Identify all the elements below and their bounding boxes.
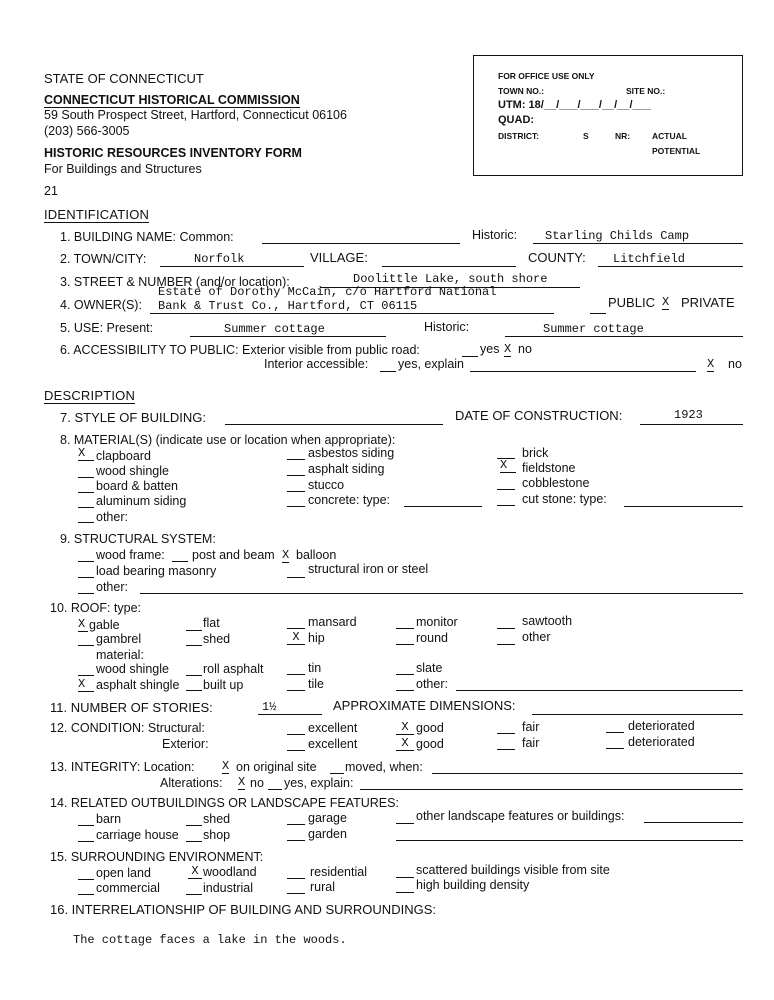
blank-built-up (186, 690, 202, 691)
q6-explain-line (470, 371, 696, 372)
cond-struct-good: good (416, 721, 444, 735)
blank-high-density (396, 892, 414, 893)
cond-ext-fair: fair (522, 736, 540, 750)
commission-name: CONNECTICUT HISTORICAL COMMISSION (44, 93, 300, 107)
mark-struct-good: X (396, 720, 414, 735)
q4-label: 4. OWNER(S): (60, 298, 142, 312)
q13-moved-line (432, 773, 743, 774)
q1-historic-line (533, 243, 743, 244)
struct-balloon: balloon (296, 548, 337, 562)
q7-label: 7. STYLE OF BUILDING: (60, 410, 206, 425)
out-shop: shop (203, 828, 231, 842)
blank-tile (287, 690, 305, 691)
mat-board-batten: board & batten (96, 479, 179, 493)
form-number: 21 (44, 184, 58, 198)
cond-struct-deteriorated: deteriorated (628, 719, 695, 733)
blank-flat (186, 630, 202, 631)
q4-public-blank (590, 313, 606, 314)
q2-town-line (160, 266, 304, 267)
q11-line (258, 714, 322, 715)
blank-tin (287, 674, 305, 675)
q7-date: 1923 (674, 408, 703, 422)
roof-gambrel: gambrel (96, 632, 142, 646)
office-utm: UTM: 18/__/___/___/__/__/___ (498, 99, 651, 111)
mat-stucco: stucco (308, 478, 345, 492)
office-nr: NR: (615, 131, 631, 141)
q13-moved: moved, when: (345, 760, 423, 774)
blank-garage (287, 824, 305, 825)
blank-stucco (287, 491, 305, 492)
out-garden: garden (308, 827, 347, 841)
identification-heading: IDENTIFICATION (44, 207, 150, 222)
blank-asphalt-siding (287, 475, 305, 476)
blank-sawtooth (497, 628, 515, 629)
description-heading: DESCRIPTION (44, 388, 136, 403)
blank-round (396, 644, 414, 645)
q6-interior-mark: X (707, 357, 715, 371)
blank-wood-frame (78, 561, 94, 562)
mark-ext-good: X (396, 736, 414, 751)
office-title: FOR OFFICE USE ONLY (498, 71, 595, 81)
out-other: other landscape features or buildings: (416, 809, 625, 823)
q13-alt-mark: X (238, 775, 246, 789)
blank-struct-excellent (287, 734, 305, 735)
form-title: HISTORIC RESOURCES INVENTORY FORM (44, 146, 302, 160)
out-shed: shed (203, 812, 231, 826)
office-town-no: TOWN NO.: (498, 86, 545, 96)
office-use-box (473, 55, 743, 176)
q6-yes-blank (462, 356, 478, 357)
mat-concrete: concrete: type: (308, 493, 390, 507)
mark-woodland: X (188, 864, 202, 879)
out-carriage: carriage house (96, 828, 179, 842)
blank-residential (287, 878, 305, 879)
mark-asphalt-shingle: X (78, 677, 94, 692)
q5-present: Summer cottage (224, 322, 325, 336)
office-s: S (583, 131, 589, 141)
roof-built-up: built up (203, 678, 244, 692)
blank-carriage (78, 841, 94, 842)
roof-other2: other: (416, 677, 448, 691)
roof-other-line (456, 690, 743, 691)
blank-cut-stone (497, 505, 515, 506)
q6-yes: yes (480, 342, 500, 356)
q5-label: 5. USE: Present: (60, 321, 154, 335)
roof-roll-asphalt: roll asphalt (203, 662, 264, 676)
q6-no: no (518, 342, 532, 356)
cut-stone-type-line (624, 506, 743, 507)
q13-no: no (250, 776, 264, 790)
cond-ext-deteriorated: deteriorated (628, 735, 695, 749)
q11-dim: APPROXIMATE DIMENSIONS: (333, 698, 516, 713)
q13-mark: X (222, 759, 230, 773)
blank-roof-other2 (396, 690, 414, 691)
q8-label: 8. MATERIAL(S) (indicate use or location when appropriate): (60, 433, 396, 447)
env-open-land: open land (96, 866, 151, 880)
env-woodland: woodland (203, 865, 257, 879)
roof-round: round (416, 631, 448, 645)
q3-label: 3. STREET & NUMBER (and/or location): (60, 275, 290, 289)
blank-shop (186, 841, 202, 842)
struct-wood-frame: wood frame: (96, 548, 165, 562)
q7-style-line (225, 424, 443, 425)
office-potential: POTENTIAL (652, 146, 701, 156)
env-rural: rural (310, 880, 336, 894)
blank-slate (396, 674, 414, 675)
q6-mark: X (504, 342, 512, 356)
blank-monitor (396, 628, 414, 629)
q13-yes: yes, explain: (284, 776, 354, 790)
mat-fieldstone: fieldstone (522, 461, 576, 475)
blank-shed (186, 645, 202, 646)
roof-wood-shingle: wood shingle (96, 662, 169, 676)
q2-county: COUNTY: (528, 250, 586, 265)
blank-landscape-other (396, 823, 414, 824)
q5-present-line (190, 336, 386, 337)
blank-ext-deteriorated (606, 748, 624, 749)
mark-hip: X (287, 630, 305, 645)
out-other-line1 (644, 822, 743, 823)
blank-open-land (78, 879, 94, 880)
q2-county-line (598, 266, 743, 267)
env-commercial: commercial (96, 881, 160, 895)
q6-interior-blank (380, 371, 396, 372)
form-subtitle: For Buildings and Structures (44, 162, 202, 176)
blank-roll-asphalt (186, 675, 202, 676)
q2-county-value: Litchfield (613, 252, 686, 266)
q4-value-line1: Estate of Dorothy McCain, c/o Hartford National (158, 285, 497, 299)
q1-common-line (262, 243, 460, 244)
concrete-type-line (404, 506, 482, 507)
q3-value: Doolittle Lake, south shore (353, 272, 548, 286)
q16-value: The cottage faces a lake in the woods. (73, 933, 347, 947)
mat-brick: brick (522, 446, 549, 460)
q4-value-line2: Bank & Trust Co., Hartford, CT 06115 (158, 299, 418, 313)
cond-ext-excellent: excellent (308, 737, 358, 751)
blank-barn (78, 825, 94, 826)
blank-post-beam (172, 561, 188, 562)
q4-line (150, 313, 554, 314)
mark-gable: X (78, 617, 88, 632)
blank-industrial (186, 894, 202, 895)
struct-iron-steel: structural iron or steel (308, 562, 429, 576)
roof-tin: tin (308, 661, 322, 675)
office-actual: ACTUAL (652, 131, 687, 141)
q6-interior: Interior accessible: (264, 357, 369, 371)
q11-value: 1½ (262, 700, 277, 714)
q13-alt: Alterations: (160, 776, 223, 790)
cond-struct-excellent: excellent (308, 721, 358, 735)
mat-cobblestone: cobblestone (522, 476, 590, 490)
q7-date-line (640, 424, 743, 425)
roof-other: other (522, 630, 551, 644)
struct-other: other: (96, 580, 128, 594)
env-industrial: industrial (203, 881, 254, 895)
out-garage: garage (308, 811, 347, 825)
blank-roof-other (497, 644, 515, 645)
blank-iron-steel (287, 577, 305, 578)
blank-commercial (78, 894, 94, 895)
env-residential: residential (310, 865, 367, 879)
q1-historic-value: Starling Childs Camp (545, 229, 690, 243)
mat-clapboard: clapboard (96, 449, 151, 463)
q5-historic: Summer cottage (543, 322, 644, 336)
blank-scattered (396, 877, 414, 878)
roof-shed: shed (203, 632, 231, 646)
q4-mark: X (662, 295, 670, 309)
q1-historic-label: Historic: (472, 228, 518, 242)
roof-hip: hip (308, 631, 325, 645)
out-other-line2 (396, 840, 743, 841)
blank-aluminum (78, 507, 94, 508)
blank-mansard (287, 628, 305, 629)
blank-other (78, 522, 94, 523)
blank-load-bearing (78, 577, 94, 578)
q5-historic-label: Historic: (424, 320, 470, 334)
q9-label: 9. STRUCTURAL SYSTEM: (60, 532, 216, 546)
blank-shed-out (186, 825, 202, 826)
q7-date-label: DATE OF CONSTRUCTION: (455, 408, 623, 423)
blank-ext-excellent (287, 750, 305, 751)
blank-asbestos (287, 459, 305, 460)
blank-struct-deteriorated (606, 732, 624, 733)
q2-value: Norfolk (194, 252, 245, 266)
blank-board-batten (78, 492, 94, 493)
q10-label: 10. ROOF: type: (50, 601, 142, 615)
mat-aluminum: aluminum siding (96, 494, 187, 508)
roof-tile: tile (308, 677, 324, 691)
commission-address: 59 South Prospect Street, Hartford, Connecticut 06106 (44, 108, 347, 122)
mat-wood-shingle: wood shingle (96, 464, 169, 478)
roof-material: material: (96, 648, 144, 662)
env-scattered: scattered buildings visible from site (416, 863, 610, 877)
blank-ext-fair (497, 749, 515, 750)
q6-interior-yes: yes, explain (398, 357, 465, 371)
struct-other-line (140, 593, 743, 594)
cond-struct-fair: fair (522, 720, 540, 734)
roof-sawtooth: sawtooth (522, 614, 573, 628)
cond-ext-good: good (416, 737, 444, 751)
q6-interior-no: no (728, 357, 742, 371)
blank-cobblestone (497, 489, 515, 490)
q13-orig: on original site (236, 760, 317, 774)
roof-flat: flat (203, 616, 220, 630)
q4-public: PUBLIC (608, 295, 655, 310)
q11-dim-line (532, 714, 743, 715)
q14-label: 14. RELATED OUTBUILDINGS OR LANDSCAPE FEATURES: (50, 796, 399, 810)
blank-rural (287, 893, 305, 894)
q13-explain-line (360, 789, 743, 790)
roof-gable: gable (89, 618, 120, 632)
blank-wood-shingle (78, 477, 94, 478)
out-barn: barn (96, 812, 122, 826)
q13-label: 13. INTEGRITY: Location: (50, 760, 195, 774)
blank-struct-fair (497, 733, 515, 734)
mark-balloon: X (282, 548, 290, 562)
office-district: DISTRICT: (498, 131, 540, 141)
roof-slate: slate (416, 661, 443, 675)
mark-clapboard: X (78, 446, 94, 461)
blank-garden (287, 840, 305, 841)
struct-load-bearing: load bearing masonry (96, 564, 217, 578)
q12-exterior: Exterior: (162, 737, 209, 751)
q13-moved-blank (330, 773, 344, 774)
roof-asphalt-shingle: asphalt shingle (96, 678, 180, 692)
blank-gambrel (78, 645, 94, 646)
q1-label: 1. BUILDING NAME: Common: (60, 230, 234, 244)
office-quad: QUAD: (498, 114, 535, 126)
q4-private: PRIVATE (681, 295, 735, 310)
mat-cut-stone: cut stone: type: (522, 492, 607, 506)
mat-asbestos: asbestos siding (308, 446, 395, 460)
struct-post-beam: post and beam (192, 548, 275, 562)
q13-yes-blank (268, 789, 282, 790)
blank-concrete (287, 506, 305, 507)
mark-fieldstone: X (500, 458, 516, 473)
office-site-no: SITE NO.: (626, 86, 666, 96)
mat-asphalt-siding: asphalt siding (308, 462, 385, 476)
q12-label: 12. CONDITION: Structural: (50, 721, 205, 735)
blank-struct-other (78, 593, 94, 594)
commission-phone: (203) 566-3005 (44, 124, 130, 138)
q2-village-line (382, 266, 516, 267)
q2-label: 2. TOWN/CITY: (60, 252, 147, 266)
roof-monitor: monitor (416, 615, 458, 629)
mat-other: other: (96, 510, 128, 524)
q6-label: 6. ACCESSIBILITY TO PUBLIC: Exterior visible from public road: (60, 343, 420, 357)
q11-label: 11. NUMBER OF STORIES: (50, 700, 213, 715)
state-name: STATE OF CONNECTICUT (44, 71, 204, 86)
q16-label: 16. INTERRELATIONSHIP OF BUILDING AND SURROUNDINGS: (50, 902, 436, 917)
q2-village: VILLAGE: (310, 250, 368, 265)
q5-historic-line (505, 336, 743, 337)
q15-label: 15. SURROUNDING ENVIRONMENT: (50, 850, 264, 864)
env-high-density: high building density (416, 878, 530, 892)
blank-roof-wood-shingle (78, 675, 94, 676)
roof-mansard: mansard (308, 615, 357, 629)
